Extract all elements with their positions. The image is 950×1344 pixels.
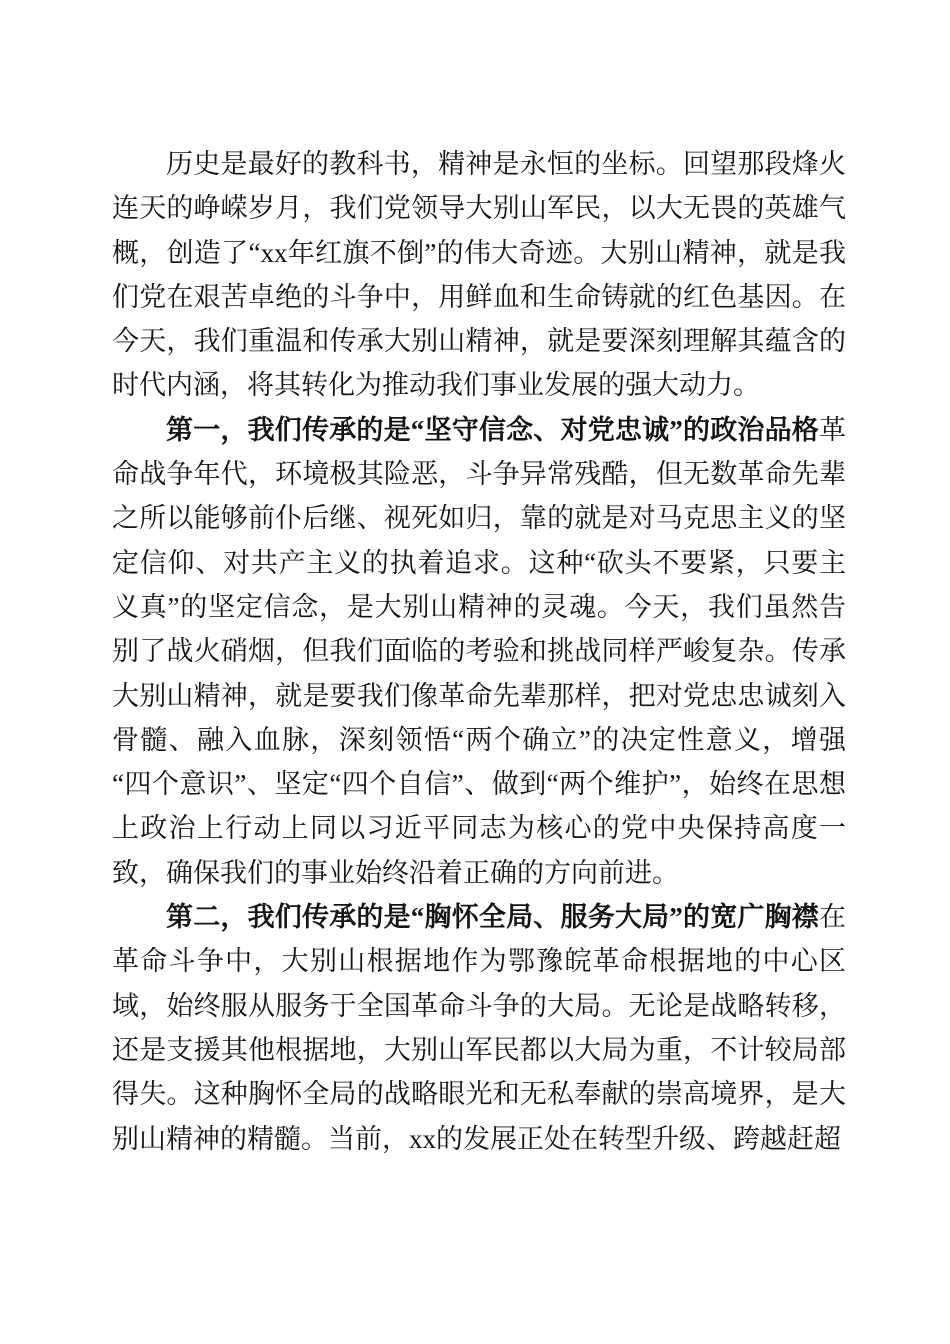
paragraph-heading: 第一，我们传承的是“坚守信念、对党忠诚”的政治品格 bbox=[166, 414, 819, 445]
document-body bbox=[112, 142, 846, 1161]
paragraph-text: 革命战争年代，环境极其险恶，斗争异常残酷，但无数革命先辈之所以能够前仆后继、视死如归，靠的就是对马克思主义的坚定信仰、对共产主义的执着追求。这种“砍头不要紧，只要主义真”的坚定信念，是大别山精神的灵魂。今天，我们虽然告别了战火硝烟，但我们面临的考验和挑战同样严峻复杂。传承大别山精神，就是要我们像革命先辈那样，把对党忠忠诚刻入骨髓、融入血脉，深刻领悟“两个确立”的决定性意义，增强“四个意识”、坚定“四个自信”、做到“两个维护”，始终在思想上政治上行动上同以习近平同志为核心的党中央保持高度一致，确保我们的事业始终沿着正确的方向前进。 bbox=[112, 414, 846, 888]
paragraph-first-point bbox=[112, 408, 846, 895]
paragraph-text: 在革命斗争中，大别山根据地作为鄂豫皖革命根据地的中心区域，始终服从服务于全国革命斗争的大局。无论是战略转移，还是支援其他根据地，大别山军民都以大局为重，不计较局部得失。这种胸怀全局的战略眼光和无私奉献的崇高境界，是大别山精神的精髓。当前，xx的发展正处在转型升级、跨越赶超 bbox=[112, 902, 846, 1154]
paragraph-text: 历史是最好的教科书，精神是永恒的坐标。回望那段烽火连天的峥嵘岁月，我们党领导大别山军民，以大无畏的英雄气概，创造了“xx年红旗不倒”的伟大奇迹。大别山精神，就是我们党在艰苦卓绝的斗争中，用鲜血和生命铸就的红色基因。在今天，我们重温和传承大别山精神，就是要深刻理解其蕴含的时代内涵，将其转化为推动我们事业发展的强大动力。 bbox=[112, 149, 846, 401]
paragraph-second-point bbox=[112, 895, 846, 1161]
paragraph-intro bbox=[112, 142, 846, 408]
paragraph-heading: 第二，我们传承的是“胸怀全局、服务大局”的宽广胸襟 bbox=[166, 902, 819, 933]
